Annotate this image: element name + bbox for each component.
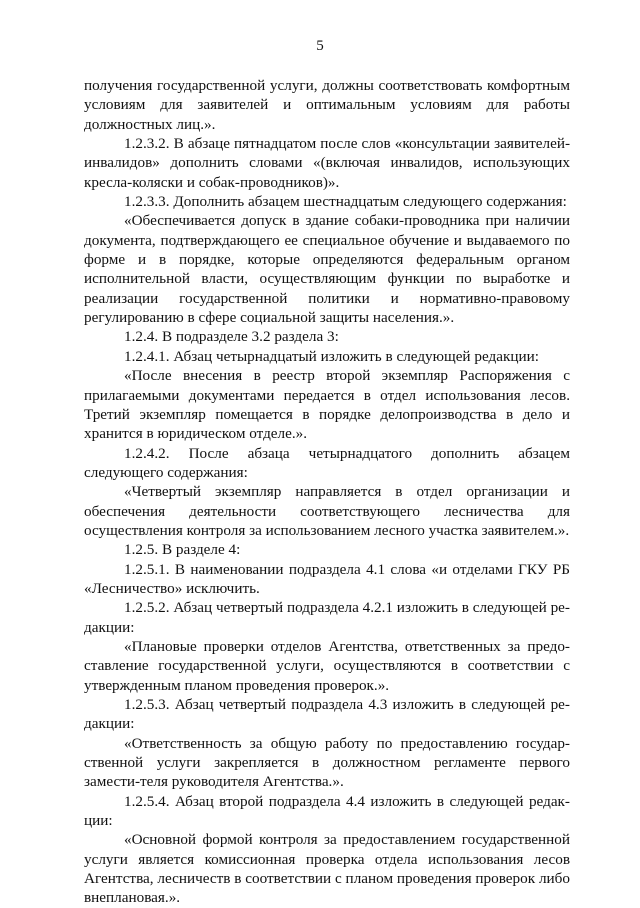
- paragraph: «Четвертый экземпляр направляется в отдел организации и обеспечения деятельности соответствующего лесничества для осуществления контроля за использованием лесного участка заявителем.».: [84, 483, 570, 539]
- document-body: [84, 76, 570, 908]
- page-number: 5: [316, 38, 324, 54]
- paragraph: 1.2.5.2. Абзац четвертый подраздела 4.2.1 изложить в следующей ре-дакции:: [84, 599, 570, 636]
- paragraph: 1.2.5.4. Абзац второй подраздела 4.4 изложить в следующей редак-ции:: [84, 792, 570, 830]
- paragraph: «Обеспечивается допуск в здание собаки-проводника при наличии документа, подтверждающего ее специальное обучение и выдаваемого по форме и в порядке, которые определяются федеральным органом исполнительной власти, осуществляющим функции по выработке и реализации государственной политики и нормативно-правовому регулированию в сфере социальной защиты населения.».: [84, 212, 570, 327]
- paragraph: получения государственной услуги, должны соответствовать комфортным условиям для заявителей и оптимальным условиям для работы должностных лиц.».: [84, 77, 570, 133]
- paragraph: 1.2.5. В разделе 4:: [124, 541, 241, 559]
- paragraph: «После внесения в реестр второй экземпляр Распоряжения с прилагаемыми документами передается в отдел использования лесов. Третий экземпляр помещается в порядке делопроизводства в дело и хранится в юридическом отделе.».: [84, 367, 570, 443]
- paragraph: «Основной формой контроля за предоставлением государственной услуги является комиссионная проверка отдела использования лесов Агентства, лесничеств в соответствии с планом проведения проверок либо внеплановая.».: [84, 831, 570, 907]
- paragraph: 1.2.5.3. Абзац четвертый подраздела 4.3 изложить в следующей ре-дакции:: [84, 696, 570, 733]
- paragraph: 1.2.4.1. Абзац четырнадцатый изложить в следующей редакции:: [124, 347, 539, 365]
- paragraph: 1.2.3.3. Дополнить абзацем шестнадцатым следующего содержания:: [124, 193, 567, 211]
- paragraph: 1.2.3.2. В абзаце пятнадцатом после слов «консультации заявителей-инвалидов» дополнить словами «(включая инвалидов, использующих кресла-коляски и собак-проводников)».: [84, 135, 570, 191]
- paragraph: 1.2.4.2. После абзаца четырнадцатого дополнить абзацем следующего содержания:: [84, 444, 570, 481]
- paragraph: 1.2.5.1. В наименовании подраздела 4.1 слова «и отделами ГКУ РБ «Лесничество» исключить.: [84, 560, 570, 597]
- paragraph: «Ответственность за общую работу по предоставлению государ-ственной услуги закрепляется в должностном регламенте первого замести-теля руководителя Агентства.».: [84, 734, 570, 791]
- paragraph: «Плановые проверки отделов Агентства, ответственных за предо-ставление государственной услуги, осуществляются в соответствии с утвержденным планом проведения проверок.».: [84, 637, 570, 694]
- paragraph: 1.2.4. В подразделе 3.2 раздела 3:: [124, 328, 339, 346]
